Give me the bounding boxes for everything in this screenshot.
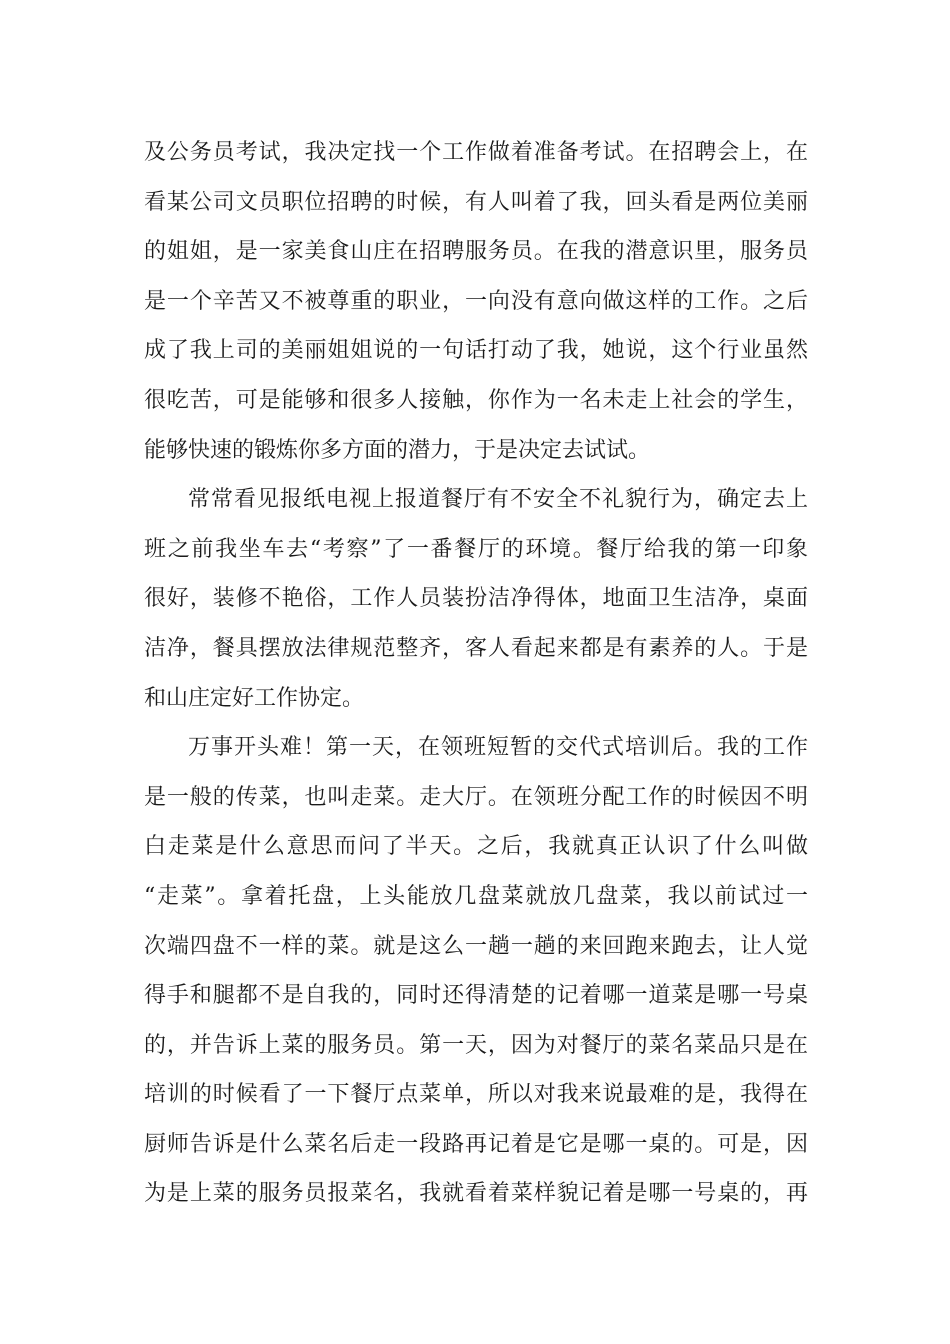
text-line: 厨师告诉是什么菜名后走一段路再记着是它是哪一桌的。可是，因: [144, 1131, 808, 1157]
text-line: 白走菜是什么意思而问了半天。之后，我就真正认识了什么叫做: [144, 834, 808, 860]
text-line: 的姐姐，是一家美食山庄在招聘服务员。在我的潜意识里，服务员: [144, 239, 808, 265]
text-line: 能够快速的锻炼你多方面的潜力，于是决定去试试。: [144, 437, 651, 463]
text-line: 为是上菜的服务员报菜名，我就看着菜样貌记着是哪一号桌的，再: [144, 1181, 808, 1207]
text-line: “走菜”。拿着托盘，上头能放几盘菜就放几盘菜，我以前试过一: [144, 883, 808, 909]
text-line: 很吃苦，可是能够和很多人接触，你作为一名未走上社会的学生，: [144, 387, 808, 413]
body-text: [144, 128, 808, 1219]
text-line: 是一般的传菜，也叫走菜。走大厅。在领班分配工作的时候因不明: [144, 784, 808, 810]
text-line: 的，并告诉上菜的服务员。第一天，因为对餐厅的菜名菜品只是在: [144, 1032, 808, 1058]
text-line: 很好，装修不艳俗，工作人员装扮洁净得体，地面卫生洁净，桌面: [144, 586, 808, 612]
text-line: 和山庄定好工作协定。: [144, 685, 365, 711]
text-line: 洁净，餐具摆放法律规范整齐，客人看起来都是有素养的人。于是: [144, 635, 808, 661]
text-line: 及公务员考试，我决定找一个工作做着准备考试。在招聘会上，在: [144, 140, 808, 165]
paragraph-first-line: 常常看见报纸电视上报道餐厅有不安全不礼貌行为，确定去上: [188, 487, 808, 513]
text-line: 成了我上司的美丽姐姐说的一句话打动了我，她说，这个行业虽然: [144, 338, 808, 364]
text-line: 是一个辛苦又不被尊重的职业，一向没有意向做这样的工作。之后: [144, 288, 808, 314]
text-line: 看某公司文员职位招聘的时候，有人叫着了我，回头看是两位美丽: [144, 189, 808, 215]
text-line: 得手和腿都不是自我的，同时还得清楚的记着哪一道菜是哪一号桌: [144, 983, 808, 1009]
paragraph-first-line: 万事开头难！第一天，在领班短暂的交代式培训后。我的工作: [188, 735, 808, 761]
text-line: 次端四盘不一样的菜。就是这么一趟一趟的来回跑来跑去，让人觉: [144, 933, 808, 959]
text-line: 班之前我坐车去“考察”了一番餐厅的环境。餐厅给我的第一印象: [144, 536, 808, 562]
text-line: 培训的时候看了一下餐厅点菜单，所以对我来说最难的是，我得在: [144, 1082, 808, 1108]
